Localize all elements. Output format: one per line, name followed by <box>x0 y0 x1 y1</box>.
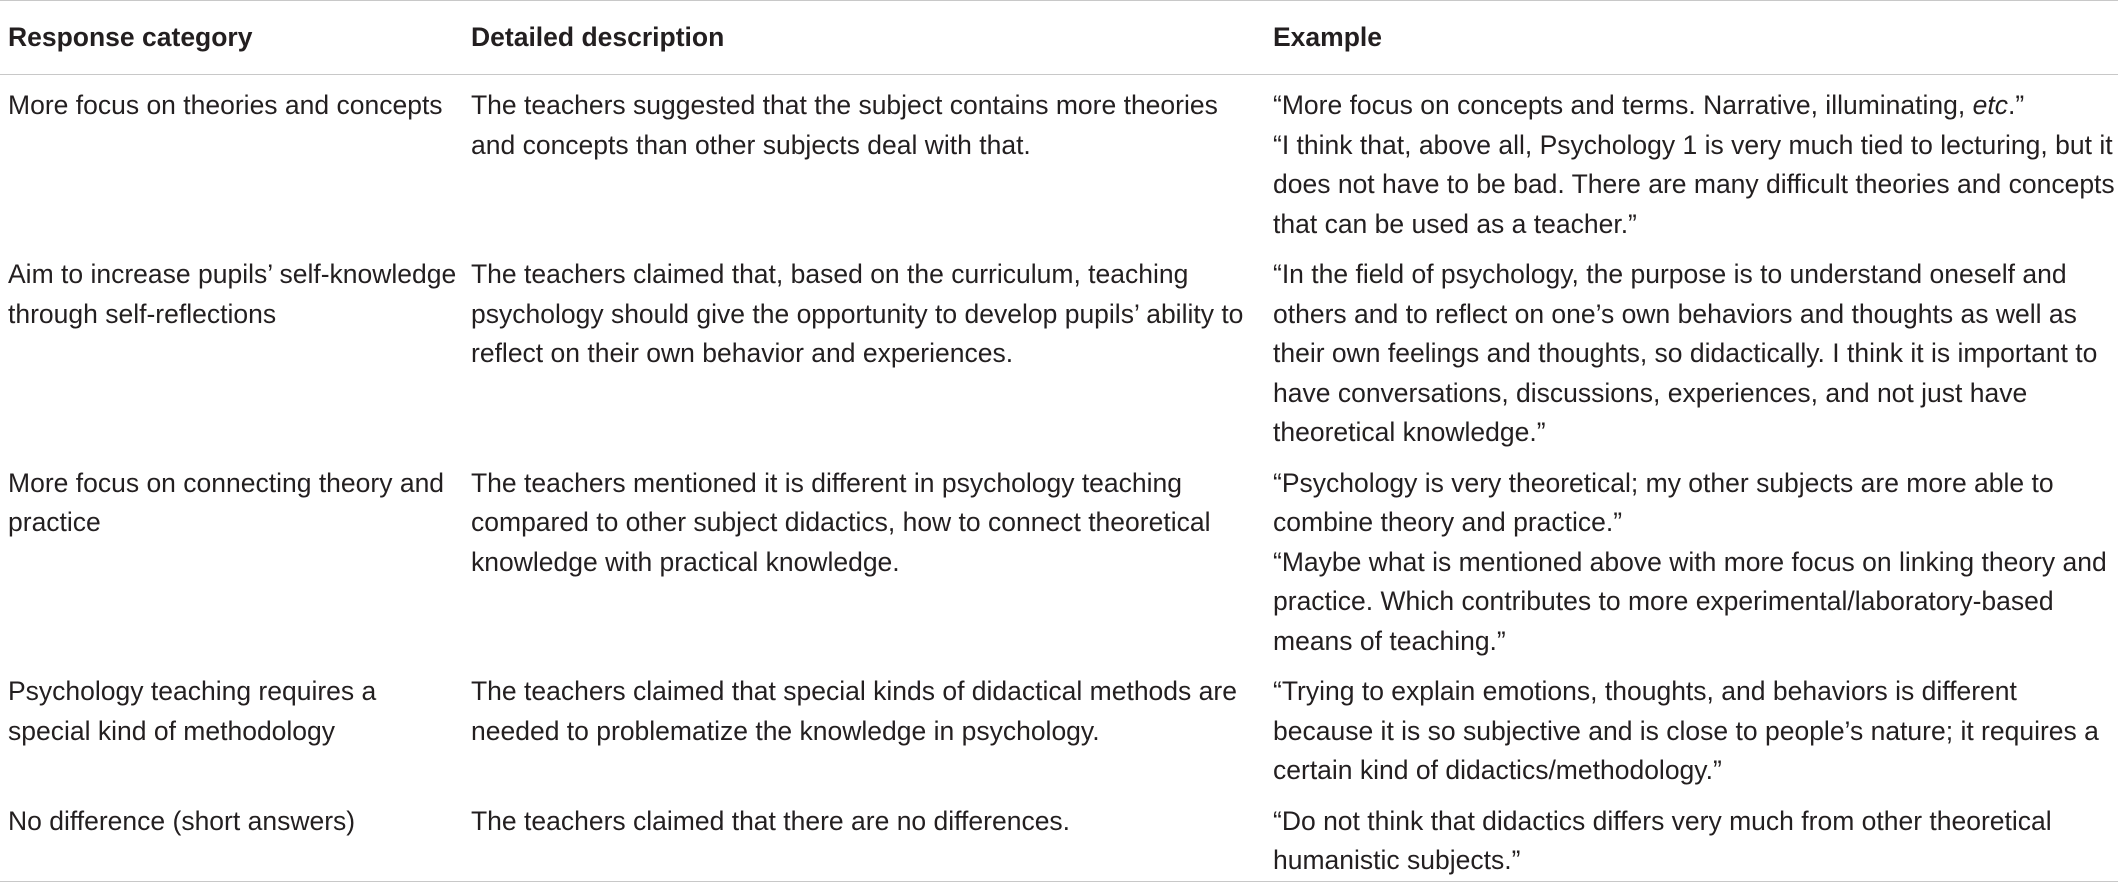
example-quote <box>1273 126 2118 245</box>
example-text: “Do not think that didactics differs very much from other theoretical humanistic subjects.” <box>1273 805 2052 875</box>
example-text: “More focus on concepts and terms. Narrative, illuminating, <box>1273 90 1973 120</box>
example-quote <box>1273 543 2118 662</box>
example-text: “Maybe what is mentioned above with more focus on linking theory and practice. Which contributes to more experimental/laboratory-based means of teaching.” <box>1273 546 2107 656</box>
example-text: “I think that, above all, Psychology 1 is very much tied to lecturing, but it does not have to be bad. There are many difficult theories and concepts that can be used as a teacher.” <box>1273 129 2115 239</box>
example-text: “Psychology is very theoretical; my other subjects are more able to combine theory and practice.” <box>1273 467 2054 537</box>
header-example: Example <box>1265 1 2118 75</box>
cell-description: The teachers mentioned it is different in psychology teaching compared to other subject didactics, how to connect theoretical knowledge with practical knowledge. <box>471 467 1211 577</box>
cell-category: More focus on theories and concepts <box>8 90 443 120</box>
cell-category: Aim to increase pupils’ self-knowledge through self-reflections <box>8 259 457 329</box>
cell-description: The teachers claimed that, based on the curriculum, teaching psychology should give the opportunity to develop pupils’ ability to reflect on their own behavior and experiences. <box>471 259 1244 368</box>
example-quote <box>1273 802 2118 881</box>
cell-example <box>1265 244 2118 453</box>
cell-category: No difference (short answers) <box>0 791 463 882</box>
example-quote <box>1273 672 2118 791</box>
table-header <box>0 1 2118 75</box>
cell-example <box>1265 75 2118 245</box>
header-response-category: Response category <box>0 1 463 75</box>
cell-category: Psychology teaching requires a special kind of methodology <box>8 676 377 746</box>
example-italic-text: etc <box>1972 90 2008 120</box>
cell-example <box>1265 453 2118 662</box>
cell-description: The teachers claimed that special kinds of didactical methods are needed to problematize the knowledge in psychology. <box>471 676 1237 746</box>
table-body <box>0 75 2118 882</box>
cell-category: More focus on connecting theory and practice <box>8 467 445 537</box>
cell-description: The teachers suggested that the subject contains more theories and concepts than other subjects deal with that. <box>471 90 1218 160</box>
table-row <box>0 244 2118 453</box>
example-quote <box>1273 86 2118 126</box>
example-quote <box>1273 464 2118 543</box>
header-row <box>0 1 2118 75</box>
header-detailed-description: Detailed description <box>463 1 1265 75</box>
table-row <box>0 75 2118 245</box>
example-text: “Trying to explain emotions, thoughts, and behaviors is different because it is so subjective and is close to people’s nature; it requires a certain kind of didactics/methodology.” <box>1273 676 2099 785</box>
table-row <box>0 791 2118 882</box>
cell-example <box>1265 791 2118 882</box>
example-quote <box>1273 255 2118 453</box>
example-text: “In the field of psychology, the purpose is to understand oneself and others and to reflect on one’s own behaviors and thoughts as well as their own feelings and thoughts, so didactically. I think it is important to have conversations, discussions, experiences, and not just have theoretical knowledge.” <box>1273 259 2098 447</box>
cell-description: The teachers claimed that there are no differences. <box>463 791 1265 882</box>
cell-example <box>1265 661 2118 791</box>
table-row <box>0 453 2118 662</box>
example-text-end: .” <box>2007 90 2025 120</box>
table-row <box>0 661 2118 791</box>
